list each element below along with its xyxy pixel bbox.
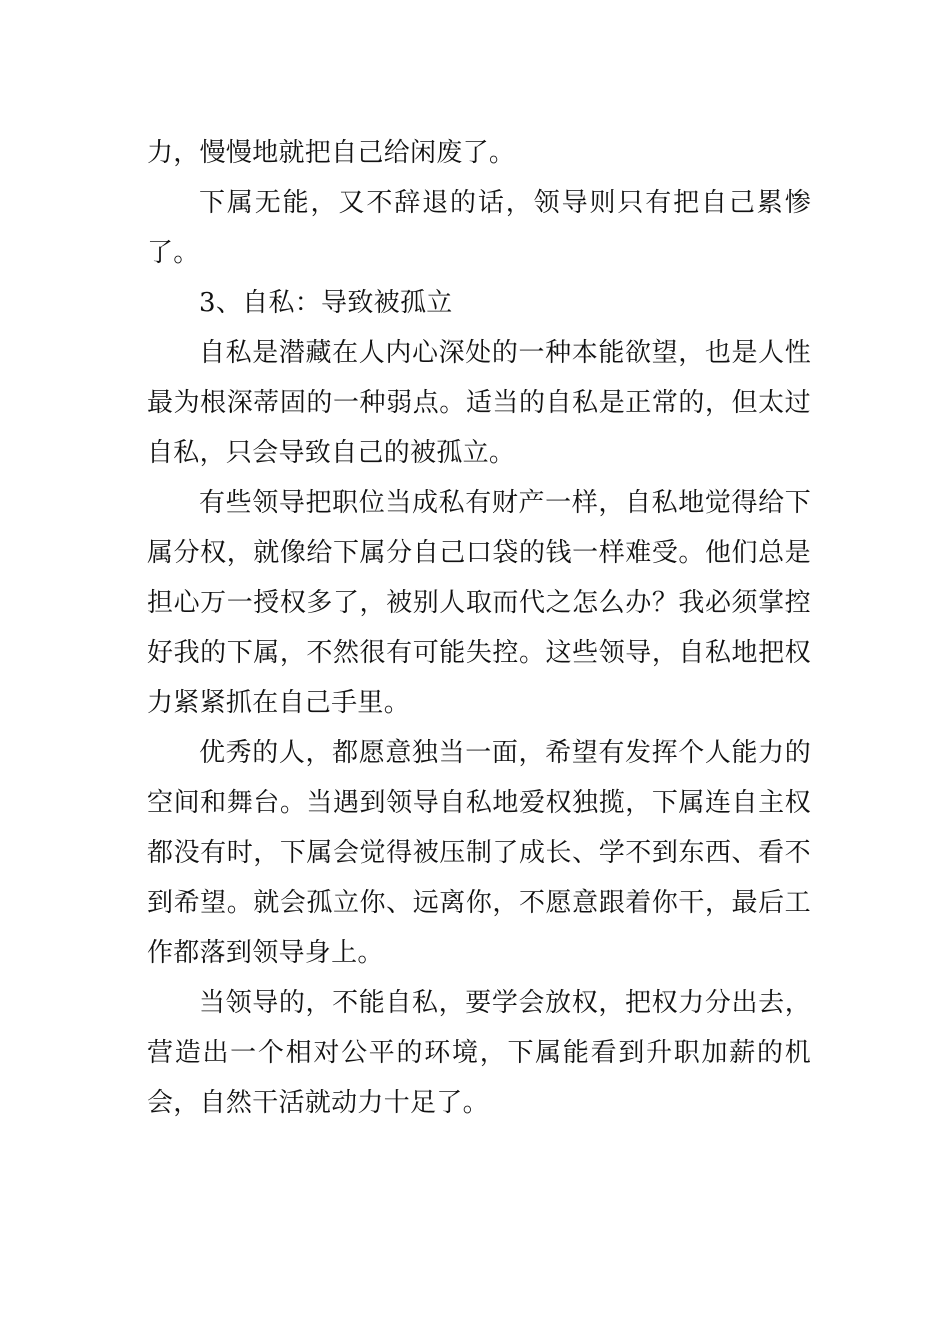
paragraph: 优秀的人，都愿意独当一面，希望有发挥个人能力的空间和舞台。当遇到领导自私地爱权独揽，下属连自主权都没有时，下属会觉得被压制了成长、学不到东西、看不到希望。就会孤立你、远离你，不愿意跟着你干，最后工作都落到领导身上。 [147, 738, 811, 968]
paragraph: 当领导的，不能自私，要学会放权，把权力分出去，营造出一个相对公平的环境，下属能看到升职加薪的机会，自然干活就动力十足了。 [147, 988, 811, 1118]
paragraph: 有些领导把职位当成私有财产一样，自私地觉得给下属分权，就像给下属分自己口袋的钱一样难受。他们总是担心万一授权多了，被别人取而代之怎么办？我必须掌控好我的下属，不然很有可能失控。这些领导，自私地把权力紧紧抓在自己手里。 [147, 488, 811, 718]
paragraph-continuation: 力，慢慢地就把自己给闲废了。 [147, 138, 516, 168]
paragraph: 自私是潜藏在人内心深处的一种本能欲望，也是人性最为根深蒂固的一种弱点。适当的自私是正常的，但太过自私，只会导致自己的被孤立。 [147, 338, 811, 468]
document-body [147, 128, 811, 1128]
paragraph: 下属无能，又不辞退的话，领导则只有把自己累惨了。 [147, 188, 811, 268]
section-heading: 3、自私：导致被孤立 [199, 288, 453, 318]
